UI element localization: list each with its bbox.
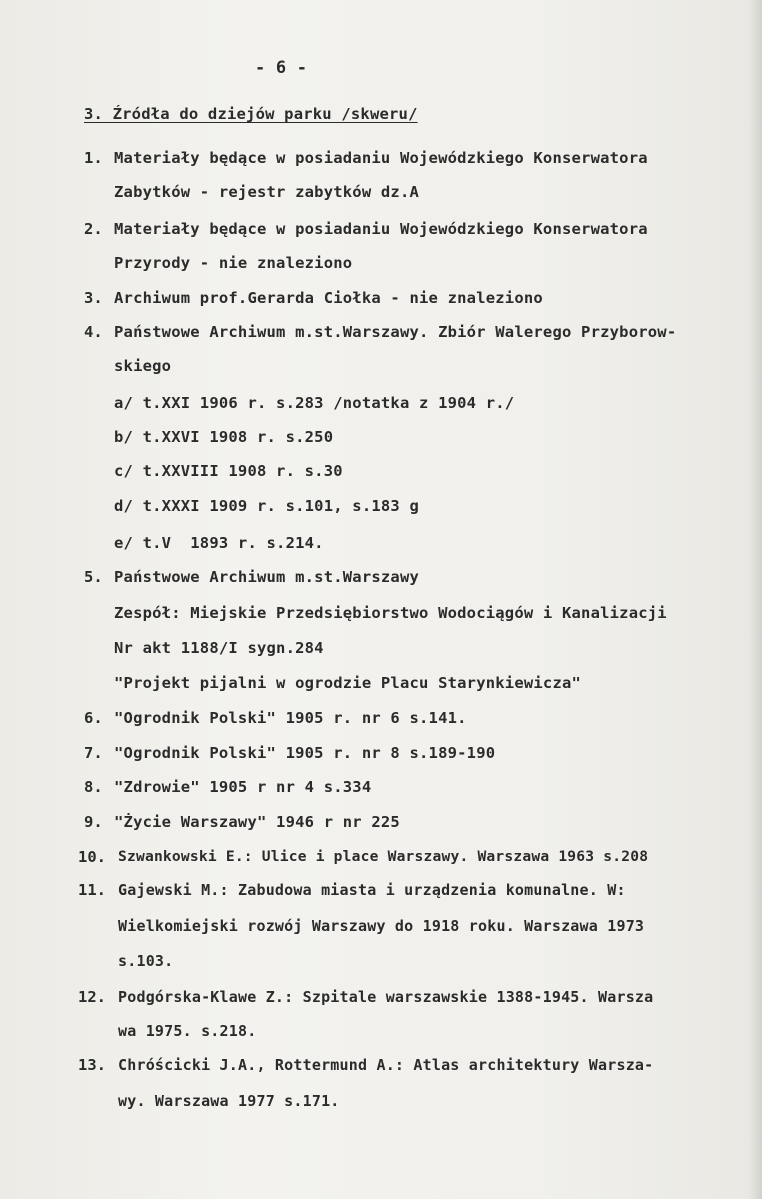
list-item-line: "Projekt pijalni w ogrodzie Placu Starynkiewicza" (114, 674, 582, 692)
list-item-line: Zespół: Miejskie Przedsiębiorstwo Wodociągów i Kanalizacji (114, 604, 667, 622)
item-number: 6. (84, 709, 103, 727)
item-number: 7. (84, 744, 103, 762)
list-item-line: Przyrody - nie znaleziono (114, 254, 353, 272)
list-item-line: d/ t.XXXI 1909 r. s.101, s.183 g (114, 497, 420, 515)
list-item-line: "Ogrodnik Polski" 1905 r. nr 6 s.141. (114, 709, 467, 727)
list-item-line: "Ogrodnik Polski" 1905 r. nr 8 s.189-190 (114, 744, 496, 762)
list-item-line: Nr akt 1188/I sygn.284 (114, 639, 324, 657)
item-number: 4. (84, 323, 103, 341)
item-number: 13. (78, 1056, 106, 1074)
item-number: 5. (84, 568, 103, 586)
page-edge-shadow (748, 0, 762, 1199)
list-item-line: skiego (114, 357, 172, 375)
list-item-line: Państwowe Archiwum m.st.Warszawy. Zbiór Walerego Przyborow- (114, 323, 677, 341)
list-item-line: "Zdrowie" 1905 r nr 4 s.334 (114, 778, 372, 796)
list-item-line: e/ t.V 1893 r. s.214. (114, 534, 324, 552)
item-number: 2. (84, 220, 103, 238)
section-heading: 3. Źródła do dziejów parku /skweru/ (84, 105, 418, 123)
list-item-line: Wielkomiejski rozwój Warszawy do 1918 roku. Warszawa 1973 (118, 917, 645, 935)
list-item-line: Archiwum prof.Gerarda Ciołka - nie znaleziono (114, 289, 543, 307)
item-number: 9. (84, 813, 103, 831)
item-number: 3. (84, 289, 103, 307)
list-item-line: Zabytków - rejestr zabytków dz.A (114, 183, 420, 201)
list-item-line: c/ t.XXVIII 1908 r. s.30 (114, 462, 343, 480)
list-item-line: wa 1975. s.218. (118, 1022, 257, 1040)
item-number: 12. (78, 988, 106, 1006)
list-item-line: "Życie Warszawy" 1946 r nr 225 (114, 813, 400, 831)
list-item-line: a/ t.XXI 1906 r. s.283 /notatka z 1904 r./ (114, 394, 515, 412)
list-item-line: Szwankowski E.: Ulice i place Warszawy. Warszawa 1963 s.208 (118, 848, 649, 865)
list-item-line: Podgórska-Klawe Z.: Szpitale warszawskie 1388-1945. Warsza (118, 988, 654, 1006)
page-number: - 6 - (255, 58, 308, 78)
item-number: 10. (78, 848, 106, 866)
list-item-line: wy. Warszawa 1977 s.171. (118, 1092, 340, 1110)
list-item-line: s.103. (118, 952, 174, 970)
list-item-line: Chróścicki J.A., Rottermund A.: Atlas architektury Warsza- (118, 1056, 654, 1074)
list-item-line: Państwowe Archiwum m.st.Warszawy (114, 568, 420, 586)
item-number: 11. (78, 881, 106, 899)
list-item-line: Gajewski M.: Zabudowa miasta i urządzenia komunalne. W: (118, 881, 626, 899)
list-item-line: Materiały będące w posiadaniu Wojewódzkiego Konserwatora (114, 220, 648, 238)
list-item-line: Materiały będące w posiadaniu Wojewódzkiego Konserwatora (114, 149, 648, 167)
list-item-line: b/ t.XXVI 1908 r. s.250 (114, 428, 334, 446)
item-number: 1. (84, 149, 103, 167)
item-number: 8. (84, 778, 103, 796)
